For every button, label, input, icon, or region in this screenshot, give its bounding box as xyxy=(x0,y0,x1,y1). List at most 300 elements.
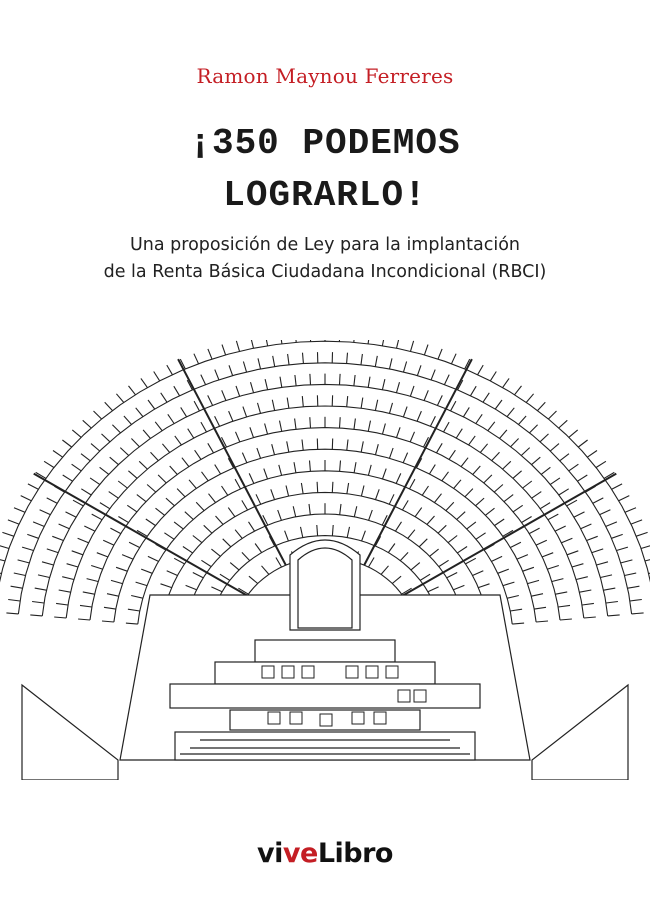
seat-divider xyxy=(503,378,510,387)
seat-divider xyxy=(42,562,54,565)
seat-divider xyxy=(92,514,102,520)
seat-divider xyxy=(229,411,233,421)
seat-divider xyxy=(504,495,513,502)
seat-divider xyxy=(148,400,155,409)
seat-divider xyxy=(447,573,457,578)
seat-divider xyxy=(174,522,183,529)
seat-divider xyxy=(476,533,486,539)
seat-divider xyxy=(11,586,23,588)
seat-divider xyxy=(354,375,355,386)
seat-divider xyxy=(408,530,415,539)
seat-divider xyxy=(608,615,620,616)
seat-divider xyxy=(266,340,268,346)
seat-divider xyxy=(361,398,363,409)
seat-divider xyxy=(503,461,511,469)
seat-divider xyxy=(519,416,527,424)
seat-divider xyxy=(295,375,296,386)
seat-divider xyxy=(103,540,114,545)
seat-divider xyxy=(81,454,90,461)
seat-divider xyxy=(211,587,222,592)
seat-divider xyxy=(490,372,496,381)
seat-divider xyxy=(529,528,539,534)
seat-divider xyxy=(480,444,487,453)
seat-divider xyxy=(559,420,567,428)
aisle-line xyxy=(178,359,286,565)
seat-divider xyxy=(485,508,494,515)
seat-divider xyxy=(201,375,206,385)
seat-divider xyxy=(30,615,42,616)
seat-divider xyxy=(542,553,553,557)
seat-divider xyxy=(243,362,246,373)
seat-divider xyxy=(382,379,385,390)
seat-divider xyxy=(534,607,546,609)
seat-divider xyxy=(606,602,618,604)
seat-divider xyxy=(488,422,495,431)
subtitle-line-2: de la Renta Básica Ciudadana Incondicional (RBCI) xyxy=(103,262,547,282)
seat-divider xyxy=(167,365,173,375)
seat-divider xyxy=(193,536,202,543)
seat-divider xyxy=(251,382,254,392)
seat-divider xyxy=(523,567,534,571)
seat-divider xyxy=(548,514,558,520)
seat-divider xyxy=(22,547,33,550)
seat-divider xyxy=(411,563,420,570)
seat-divider xyxy=(456,429,462,438)
seat-divider xyxy=(286,486,289,497)
seat-divider xyxy=(555,526,566,531)
seat-divider xyxy=(375,400,377,411)
aisle-line xyxy=(364,359,472,565)
seat-divider xyxy=(347,440,348,451)
seat-divider xyxy=(0,571,1,573)
seat-divider xyxy=(143,430,150,439)
title-line-2: LOGRARLO! xyxy=(223,175,427,216)
seat-divider xyxy=(347,396,348,407)
seat-divider xyxy=(87,579,99,582)
seat-divider xyxy=(294,462,296,473)
seat-divider xyxy=(388,544,395,553)
seat-divider xyxy=(403,500,409,510)
seat-divider xyxy=(56,603,68,605)
seat-divider xyxy=(285,531,289,541)
seat-divider xyxy=(429,465,435,474)
seat-divider xyxy=(536,621,548,622)
seat-divider xyxy=(265,379,268,390)
seat-divider xyxy=(201,560,211,566)
seat-divider xyxy=(383,424,386,435)
seat-divider xyxy=(574,512,585,517)
seat-divider xyxy=(469,436,476,445)
seat-divider xyxy=(569,430,578,437)
seat-divider xyxy=(111,580,123,583)
seat-divider xyxy=(118,481,127,488)
seat-divider xyxy=(403,407,407,417)
seat-divider xyxy=(127,505,137,512)
seat-divider xyxy=(62,577,74,580)
seat-divider xyxy=(209,494,216,503)
seat-divider xyxy=(396,473,401,483)
seat-divider xyxy=(438,395,443,405)
seat-divider xyxy=(136,408,143,417)
stage-chair xyxy=(262,666,274,678)
seat-divider xyxy=(612,484,622,489)
seat-divider xyxy=(83,420,91,428)
seat-divider xyxy=(38,575,50,578)
seat-divider xyxy=(272,400,274,411)
seat-divider xyxy=(354,506,357,517)
seat-divider xyxy=(354,340,355,342)
seat-divider xyxy=(104,607,116,609)
seat-divider xyxy=(255,544,262,553)
seat-divider xyxy=(310,417,311,428)
seat-divider xyxy=(78,538,89,543)
seat-divider xyxy=(390,358,393,369)
seat-divider xyxy=(630,600,642,602)
seat-divider xyxy=(376,444,379,455)
seat-divider xyxy=(28,484,38,489)
seat-divider xyxy=(81,489,91,495)
seat-divider xyxy=(278,510,282,520)
book-subtitle xyxy=(0,232,650,286)
seat-divider xyxy=(91,444,100,451)
seat-divider xyxy=(32,602,44,604)
seat-divider xyxy=(146,519,156,526)
seat-divider xyxy=(168,414,174,423)
seat-divider xyxy=(208,349,212,359)
seat-divider xyxy=(431,416,436,426)
seat-divider xyxy=(381,566,388,575)
seat-divider xyxy=(8,600,20,602)
seat-divider xyxy=(435,494,442,503)
seat-divider xyxy=(597,562,609,565)
seat-divider xyxy=(431,370,435,380)
seat-divider xyxy=(376,489,380,499)
seat-divider xyxy=(84,526,95,531)
seat-divider xyxy=(249,522,255,531)
seat-divider xyxy=(262,566,269,575)
seat-divider xyxy=(422,486,428,495)
seat-divider xyxy=(288,354,289,365)
seat-divider xyxy=(448,536,457,543)
seat-divider xyxy=(582,603,594,605)
seat-divider xyxy=(369,558,375,568)
seat-divider xyxy=(141,569,152,573)
publisher-logo-accent-e: e xyxy=(300,838,318,869)
seat-divider xyxy=(400,552,408,560)
seat-divider xyxy=(249,576,258,583)
seat-divider xyxy=(235,479,240,489)
seat-divider xyxy=(186,585,197,589)
seat-divider xyxy=(105,402,113,410)
seat-divider xyxy=(467,522,476,529)
seat-divider xyxy=(185,512,193,520)
stage-chair xyxy=(374,712,386,724)
seat-divider xyxy=(249,473,254,483)
seat-divider xyxy=(526,394,533,403)
seat-divider xyxy=(511,439,519,447)
seat-divider xyxy=(390,448,394,458)
seat-divider xyxy=(44,461,54,467)
seat-divider xyxy=(177,489,185,497)
seat-divider xyxy=(584,617,596,618)
seat-divider xyxy=(204,525,212,533)
seat-divider xyxy=(272,444,275,455)
seat-divider xyxy=(473,466,481,474)
seat-divider xyxy=(100,467,109,474)
seat-divider xyxy=(208,443,214,453)
seat-divider xyxy=(129,542,140,547)
seat-divider xyxy=(340,461,341,472)
seat-divider xyxy=(428,587,439,592)
seat-divider xyxy=(47,549,58,553)
seat-divider xyxy=(389,494,394,504)
seat-divider xyxy=(396,522,402,531)
seat-divider xyxy=(215,416,220,426)
seat-divider xyxy=(600,510,611,515)
seat-divider xyxy=(628,586,640,588)
seat-divider xyxy=(362,531,366,541)
publisher-logo-part4: Libro xyxy=(317,838,393,869)
seat-divider xyxy=(59,524,70,529)
seat-divider xyxy=(170,466,178,474)
seat-divider xyxy=(478,584,489,588)
seat-divider xyxy=(154,372,160,381)
seat-divider xyxy=(495,400,502,409)
stage-chair xyxy=(352,712,364,724)
seat-divider xyxy=(100,503,110,509)
seat-divider xyxy=(632,613,644,614)
seat-divider xyxy=(540,434,548,442)
seat-divider xyxy=(478,365,484,375)
publisher-logo xyxy=(0,838,650,869)
seat-divider xyxy=(641,545,650,548)
seat-divider xyxy=(310,374,311,385)
seat-divider xyxy=(390,403,393,413)
seat-divider xyxy=(33,522,44,527)
publisher-logo-accent-v: v xyxy=(282,838,300,869)
seat-divider xyxy=(612,534,623,538)
seat-divider xyxy=(141,378,148,387)
seat-divider xyxy=(596,461,606,467)
front-bench xyxy=(175,732,475,760)
seat-divider xyxy=(510,609,522,611)
seat-divider xyxy=(476,498,485,506)
stage-chair xyxy=(366,666,378,678)
seat-divider xyxy=(280,377,282,388)
seat-divider xyxy=(382,340,384,346)
seat-divider xyxy=(110,528,120,534)
seat-divider xyxy=(83,592,95,594)
seat-divider xyxy=(465,489,473,497)
seat-divider xyxy=(181,407,187,416)
seat-divider xyxy=(258,358,261,369)
seat-divider xyxy=(222,486,228,495)
seat-divider xyxy=(361,441,363,452)
book-title xyxy=(0,118,650,222)
seat-divider xyxy=(8,520,19,524)
seat-divider xyxy=(229,365,233,375)
seat-divider xyxy=(392,576,401,583)
seat-divider xyxy=(498,569,509,573)
seat-divider xyxy=(293,506,296,517)
seat-divider xyxy=(452,354,457,364)
seat-divider xyxy=(280,421,282,432)
seat-divider xyxy=(120,448,128,456)
seat-divider xyxy=(347,527,349,538)
author-name: Ramon Maynou Ferreres xyxy=(196,64,454,88)
seat-divider xyxy=(417,365,421,375)
seat-divider xyxy=(242,453,246,463)
seat-divider xyxy=(228,508,235,517)
seat-divider xyxy=(375,356,377,367)
seat-divider xyxy=(258,403,261,413)
seat-divider xyxy=(541,467,550,474)
seat-divider xyxy=(513,471,522,479)
presidency-table-lower xyxy=(170,684,480,708)
seat-divider xyxy=(513,505,523,512)
seat-divider xyxy=(211,549,220,556)
seat-divider xyxy=(155,422,162,431)
seat-divider xyxy=(236,341,239,351)
seat-divider xyxy=(476,414,482,423)
seat-divider xyxy=(368,377,370,388)
seat-divider xyxy=(645,558,650,561)
seat-divider xyxy=(521,448,529,456)
seat-divider xyxy=(340,374,341,385)
seat-divider xyxy=(94,411,102,419)
seat-divider xyxy=(317,482,318,493)
seat-divider xyxy=(27,534,38,538)
seat-divider xyxy=(361,486,364,497)
seat-divider xyxy=(507,408,514,417)
seat-divider xyxy=(550,444,559,451)
seat-divider xyxy=(208,395,213,405)
seat-divider xyxy=(559,489,569,495)
seat-divider xyxy=(403,453,407,463)
seat-divider xyxy=(522,517,532,523)
seat-divider xyxy=(600,575,612,578)
seat-divider xyxy=(507,596,519,599)
seat-divider xyxy=(523,481,532,488)
seat-divider xyxy=(636,532,647,536)
seat-divider xyxy=(52,536,63,540)
seat-divider xyxy=(188,429,194,438)
seat-divider xyxy=(310,461,311,472)
seat-divider xyxy=(131,596,143,599)
seat-divider xyxy=(439,560,449,566)
seat-divider xyxy=(538,402,546,410)
seat-divider xyxy=(471,386,477,396)
seat-divider xyxy=(361,354,362,365)
seat-divider xyxy=(354,419,355,430)
seat-divider xyxy=(97,553,108,557)
seat-divider xyxy=(484,475,492,483)
seat-divider xyxy=(175,436,182,445)
seat-divider xyxy=(287,398,289,409)
seat-divider xyxy=(492,556,503,561)
seat-divider xyxy=(271,489,275,499)
seat-divider xyxy=(310,340,311,342)
seat-divider xyxy=(102,621,114,622)
seat-divider xyxy=(302,440,303,451)
seat-divider xyxy=(91,566,102,570)
seat-divider xyxy=(194,354,199,364)
seat-divider xyxy=(112,425,120,433)
seat-divider xyxy=(136,582,147,586)
seat-divider xyxy=(437,443,443,453)
seat-divider xyxy=(503,582,514,586)
seat-divider xyxy=(194,401,199,411)
seat-divider xyxy=(131,439,139,447)
seat-divider xyxy=(0,545,9,548)
seat-divider xyxy=(128,471,137,479)
seat-divider xyxy=(420,574,430,580)
seat-divider xyxy=(592,549,603,553)
seat-divider xyxy=(457,512,465,520)
seat-divider xyxy=(404,362,407,373)
seat-divider xyxy=(222,390,226,400)
seat-divider xyxy=(301,527,303,538)
seat-divider xyxy=(625,508,636,513)
seat-divider xyxy=(164,533,174,539)
seat-divider xyxy=(625,573,637,576)
seat-divider xyxy=(276,558,282,568)
seat-divider xyxy=(606,522,617,527)
seat-divider xyxy=(151,452,159,460)
seat-divider xyxy=(161,584,172,588)
seat-divider xyxy=(332,525,333,536)
presidency-table-middle xyxy=(215,662,435,684)
seat-divider xyxy=(301,483,303,494)
seat-divider xyxy=(265,424,268,435)
seat-divider xyxy=(317,525,318,536)
seat-divider xyxy=(473,571,484,576)
seat-divider xyxy=(419,539,427,547)
seat-divider xyxy=(446,502,454,510)
seat-divider xyxy=(62,440,71,447)
seat-divider xyxy=(129,386,136,395)
seat-divider xyxy=(54,617,66,618)
seat-divider xyxy=(63,475,73,481)
seat-divider xyxy=(531,594,543,597)
seat-divider xyxy=(368,465,371,476)
doorway-inner xyxy=(298,548,352,628)
seat-divider xyxy=(500,430,507,439)
seat-divider xyxy=(35,588,47,590)
seat-divider xyxy=(562,538,573,543)
seat-divider xyxy=(576,577,588,580)
seat-divider xyxy=(397,427,401,437)
seat-divider xyxy=(540,503,550,509)
seat-divider xyxy=(556,592,568,594)
seat-divider xyxy=(122,555,133,560)
seat-divider xyxy=(536,540,547,545)
seat-divider xyxy=(368,421,370,432)
seat-divider xyxy=(581,524,592,529)
seat-divider xyxy=(427,516,435,524)
seat-divider xyxy=(183,547,193,553)
seat-divider xyxy=(517,555,528,560)
seat-divider xyxy=(332,482,333,493)
seat-divider xyxy=(256,494,261,504)
seat-divider xyxy=(410,432,414,442)
seat-divider xyxy=(438,525,446,533)
seat-divider xyxy=(567,551,578,555)
seat-divider xyxy=(587,536,598,540)
seat-divider xyxy=(139,461,147,469)
seat-divider xyxy=(162,444,169,453)
seat-divider xyxy=(21,496,32,501)
